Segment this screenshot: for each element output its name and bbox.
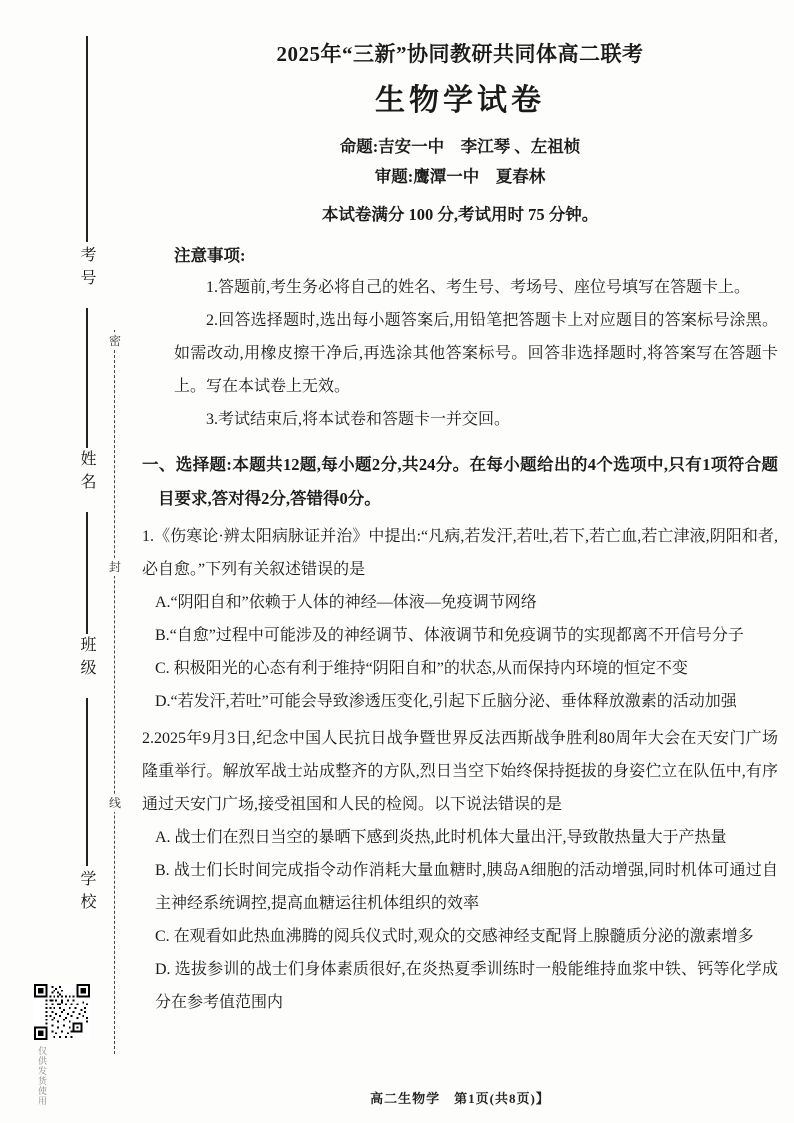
seal-char-mi: 密 xyxy=(108,334,121,348)
question-2-option-a: A. 战士们在烈日当空的暴晒下感到炎热,此时机体大量出汗,导致散热量大于产热量 xyxy=(155,829,727,846)
exam-body xyxy=(142,38,778,1019)
student-info-line xyxy=(86,512,88,634)
qr-caption: 仅供发货使用 xyxy=(37,1046,47,1106)
field-label-class: 班级 xyxy=(78,636,95,682)
notice-title: 注意事项: xyxy=(174,246,246,265)
question-1-option-b: B.“自愈”过程中可能涉及的神经调节、体液调节和免疫调节的实现都离不开信号分子 xyxy=(155,627,744,644)
question-2-option-b: B. 战士们长时间完成指令动作消耗大量血糖时,胰岛A细胞的活动增强,同时机体可通过自主神经系统调控,提高血糖运往机体组织的效率 xyxy=(155,862,778,912)
question-2-option-c: C. 在观看如此热血沸腾的阅兵仪式时,观众的交感神经支配肾上腺髓质分泌的激素增多 xyxy=(155,928,754,945)
student-info-line xyxy=(86,36,88,242)
question-1-option-d: D.“若发汗,若吐”可能会导致渗透压变化,引起下丘脑分泌、垂体释放激素的活动加强 xyxy=(155,693,737,710)
question-1 xyxy=(142,520,778,718)
question-2-option-d: D. 选拔参训的战士们身体素质很好,在炎热夏季训练时一般能维持血浆中铁、钙等化学成分在参考值范围内 xyxy=(155,961,778,1011)
reviewer-line: 审题:鹰潭一中 夏春林 xyxy=(374,167,546,186)
student-info-line xyxy=(86,308,88,448)
question-1-option-a: A.“阴阳自和”依赖于人体的神经—体液—免疫调节网络 xyxy=(155,594,537,611)
question-2-stem: 2.2025年9月3日,纪念中国人民抗日战争暨世界反法西斯战争胜利80周年大会在天安门广场隆重举行。解放军战士站成整齐的方队,烈日当空下始终保持挺拔的身姿伫立在队伍中,有序通过天安门广场,接受祖国和人民的检阅。以下说法错误的是 xyxy=(142,730,778,813)
field-label-name: 姓名 xyxy=(78,450,95,496)
notice-item-3: 3.考试结束后,将本试卷和答题卡一并交回。 xyxy=(206,411,511,428)
field-label-school: 学校 xyxy=(78,870,95,916)
seal-char-xian: 线 xyxy=(108,796,121,810)
page-footer: 高二生物学 第1页(共8页)】 xyxy=(370,1091,550,1106)
field-label-exam-number: 考号 xyxy=(78,246,95,292)
question-1-stem: 1.《伤寒论·辨太阳病脉证并治》中提出:“凡病,若发汗,若吐,若下,若亡血,若亡津液,阴阳和者,必自愈。”下列有关叙述错误的是 xyxy=(142,528,778,578)
section-one-heading: 一、选择题:本题共12题,每小题2分,共24分。在每小题给出的4个选项中,只有1项符合题目要求,答对得2分,答错得0分。 xyxy=(142,455,778,508)
notice-item-2: 2.回答选择题时,选出每小题答案后,用铅笔把答题卡上对应题目的答案标号涂黑。如需改动,用橡皮擦干净后,再选涂其他答案标号。回答非选择题时,将答案写在答题卡上。写在本试卷上无效。 xyxy=(174,312,778,395)
exam-title: 2025年“三新”协同教研共同体高二联考 xyxy=(276,42,644,66)
question-2 xyxy=(142,722,778,1019)
exam-meta: 本试卷满分 100 分,考试用时 75 分钟。 xyxy=(321,205,599,224)
subject-title: 生物学试卷 xyxy=(375,84,545,117)
notice-item-1: 1.答题前,考生务必将自己的姓名、考生号、考场号、座位号填写在答题卡上。 xyxy=(206,279,751,296)
qr-code xyxy=(34,984,90,1040)
notice-block xyxy=(142,240,778,436)
student-info-line xyxy=(86,698,88,866)
seal-char-feng: 封 xyxy=(108,560,121,574)
seal-dashed-line xyxy=(114,330,115,1054)
setter-line: 命题:吉安一中 李江琴 、左祖桢 xyxy=(339,137,581,156)
question-1-option-c: C. 积极阳光的心态有利于维持“阴阳自和”的状态,从而保持内环境的恒定不变 xyxy=(155,660,688,677)
